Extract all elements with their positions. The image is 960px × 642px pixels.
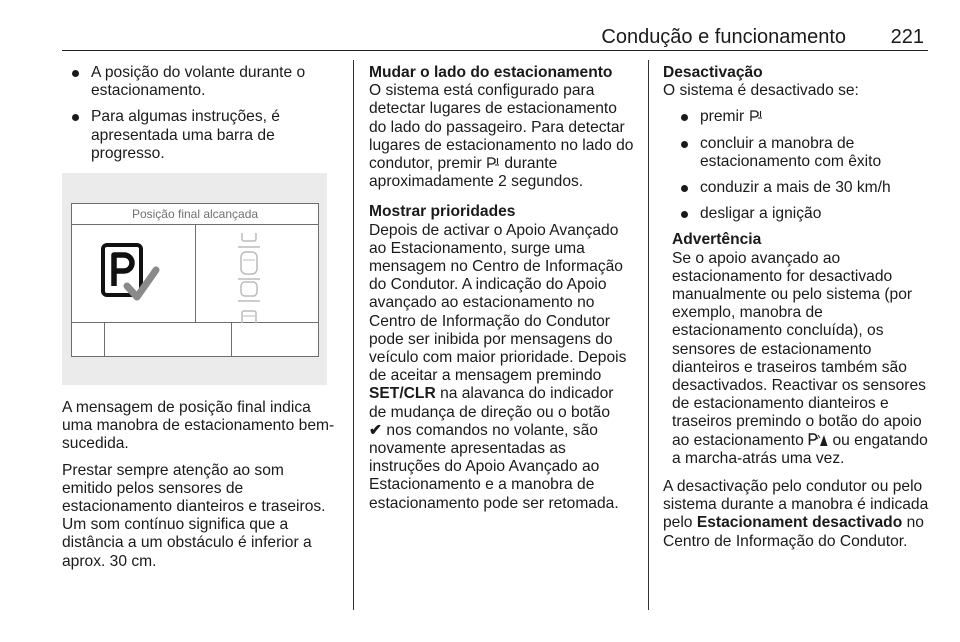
warning-title: Advertência: [672, 231, 762, 249]
list-item: A posição do volante durante o estacionamento.: [62, 64, 337, 100]
bullet-list: [62, 64, 337, 163]
parking-p-check-icon: [100, 242, 160, 306]
check-icon: ✔: [369, 421, 383, 439]
list-item: conduzir a mais de 30 km/h: [663, 179, 929, 197]
list-item: desligar a ignição: [663, 205, 929, 223]
bullet-icon: [681, 114, 688, 121]
column-divider: [353, 60, 354, 610]
list-item: Para algumas instruções, é apresentada uma barra de progresso.: [62, 108, 337, 163]
section-priorities: [369, 203, 635, 512]
column-divider: [648, 60, 649, 610]
paragraph: O sistema está configurado para detectar lugares de estacionamento do lado do passageiro. Para detectar lugares de estacionamento no lado do condutor, premir durante aproximadamente 2 segundos.: [369, 82, 634, 191]
paragraph: Depois de activar o Apoio Avançado ao Estacionamento, surge uma mensagem no Centro de Informação do Condutor. A indicação do Apoio avançado ao estacionamento no Centro de Informação do Condutor pode ser inibida por mensagens do veículo com maior prioridade. Depois de aceitar a mensagem premindo SET/CLR na alavanca do indicador de mudança de direção ou o botão ✔ nos comandos no volante, são novamente apresentadas as instruções do Apoio Avançado ao Estacionamento e a manobra de estacionamento pode ser retomada.: [369, 221, 627, 512]
section-heading: Mudar o lado do estacionamento: [369, 64, 613, 81]
parking-sensor-button-icon: [808, 432, 828, 447]
column-1: [62, 64, 337, 579]
section-heading: Desactivação: [663, 64, 763, 81]
page-header: [62, 24, 928, 51]
bullet-icon: [681, 211, 688, 218]
parking-assist-button-icon: [486, 156, 500, 170]
bullet-icon: [681, 141, 688, 148]
display-frame: [71, 203, 319, 357]
list-item: premir: [663, 108, 929, 126]
list-item: concluir a manobra de estacionamento com êxito: [663, 135, 929, 171]
paragraph: O sistema é desactivado se:: [663, 82, 859, 100]
warning-text: Se o apoio avançado ao estacionamento for desactivado manualmente ou pelo sistema (por exemplo, manobra de estacionamento concluída), os sensores de estacionamento dianteiros e traseiros também são desactivados. Reactivar os sensores de estacionamento dianteiros e traseiros premindo o botão do apoio ao estacionamento ou engatando a marcha-atrás uma vez.: [672, 249, 928, 467]
warning-box: [663, 231, 929, 468]
bullet-list: [663, 108, 929, 223]
control-name: SET/CLR: [369, 385, 436, 403]
parking-display-figure: [62, 173, 327, 385]
parking-assist-button-icon: [749, 109, 763, 123]
car-sensors-icon: [237, 230, 261, 326]
page-number: 221: [890, 26, 924, 48]
paragraph: A mensagem de posição final indica uma manobra de estacionamento bem-sucedida.: [62, 399, 335, 453]
column-3: [663, 64, 929, 551]
paragraph: A desactivação pelo condutor ou pelo sistema durante a manobra é indicada pelo Estacionament desactivado no Centro de Informação do Condutor.: [663, 478, 929, 550]
section-change-side: [369, 64, 635, 191]
column-2: [369, 64, 635, 525]
section-title: Condução e funcionamento: [601, 26, 846, 48]
display-title: Posição final alcançada: [72, 204, 318, 225]
paragraph: Prestar sempre atenção ao som emitido pelos sensores de estacionamento dianteiros e traseiros. Um som contínuo significa que a distância a um obstáculo é inferior a aprox. 30 cm.: [62, 461, 326, 570]
status-message: Estacionament desactivado: [696, 514, 903, 532]
bullet-icon: [72, 114, 79, 121]
bullet-icon: [681, 185, 688, 192]
section-heading: Mostrar prioridades: [369, 203, 516, 221]
bullet-icon: [72, 70, 79, 77]
